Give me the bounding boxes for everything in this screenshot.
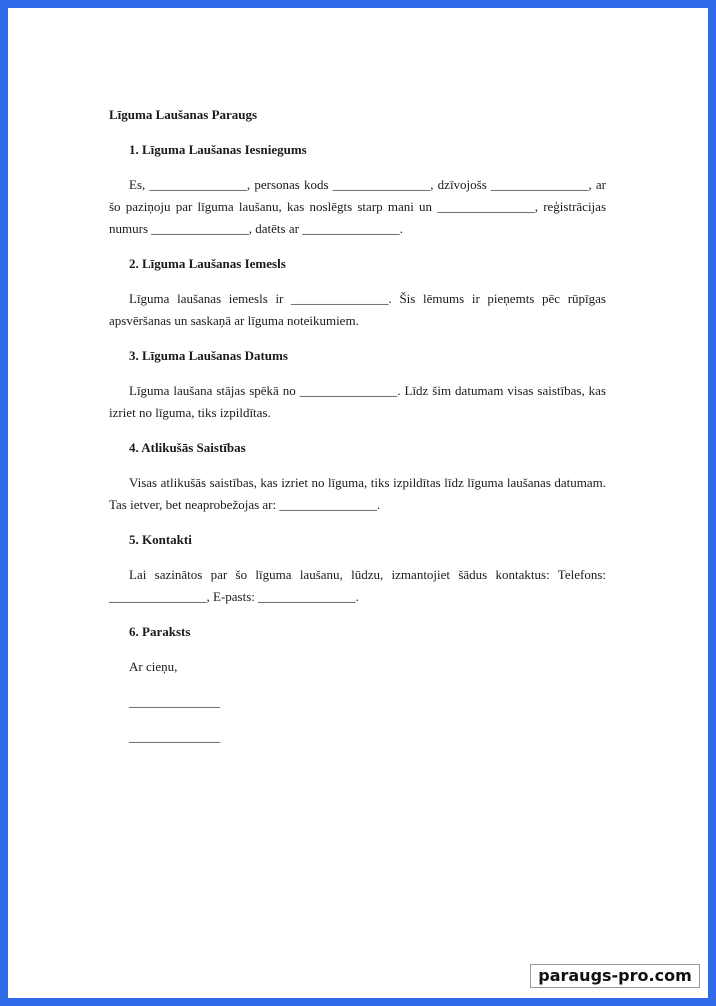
signature-line: ______________ bbox=[129, 729, 220, 744]
document-title: Līguma Laušanas Paraugs bbox=[109, 107, 258, 122]
section-heading-signature: 6. Paraksts bbox=[129, 624, 191, 639]
section-heading-statement: 1. Līguma Laušanas Iesniegums bbox=[129, 142, 307, 157]
document-content bbox=[109, 104, 606, 761]
section-text-obligations: Visas atlikušās saistības, kas izriet no līguma, tiks izpildītas līdz līguma laušanas datumam. Tas ietver, bet neaprobežojas ar: _______________. bbox=[109, 475, 606, 512]
section-heading-date: 3. Līguma Laušanas Datums bbox=[129, 348, 288, 363]
signature-closing: Ar cieņu, bbox=[129, 659, 178, 674]
section-heading-contacts: 5. Kontakti bbox=[129, 532, 192, 547]
section-text-contacts: Lai sazinātos par šo līguma laušanu, lūdzu, izmantojiet šādus kontaktus: Telefons: _______________, E-pasts: _______________. bbox=[109, 567, 606, 604]
section-text-reason: Līguma laušanas iemesls ir _______________. Šis lēmums ir pieņemts pēc rūpīgas apsvēršanas un saskaņā ar līguma noteikumiem. bbox=[109, 291, 606, 328]
watermark-badge: paraugs-pro.com bbox=[530, 964, 700, 988]
signature-line: ______________ bbox=[129, 694, 220, 709]
section-heading-obligations: 4. Atlikušās Saistības bbox=[129, 440, 246, 455]
section-text-date: Līguma laušana stājas spēkā no _______________. Līdz šim datumam visas saistības, kas izriet no līguma, tiks izpildītas. bbox=[109, 383, 606, 420]
document-page bbox=[8, 8, 708, 998]
section-heading-reason: 2. Līguma Laušanas Iemesls bbox=[129, 256, 286, 271]
section-text-statement: Es, _______________, personas kods _______________, dzīvojošs _______________, ar šo paziņoju par līguma laušanu, kas noslēgts starp mani un _______________, reģistrācijas numurs _______________, datēts ar _______________. bbox=[109, 177, 606, 236]
